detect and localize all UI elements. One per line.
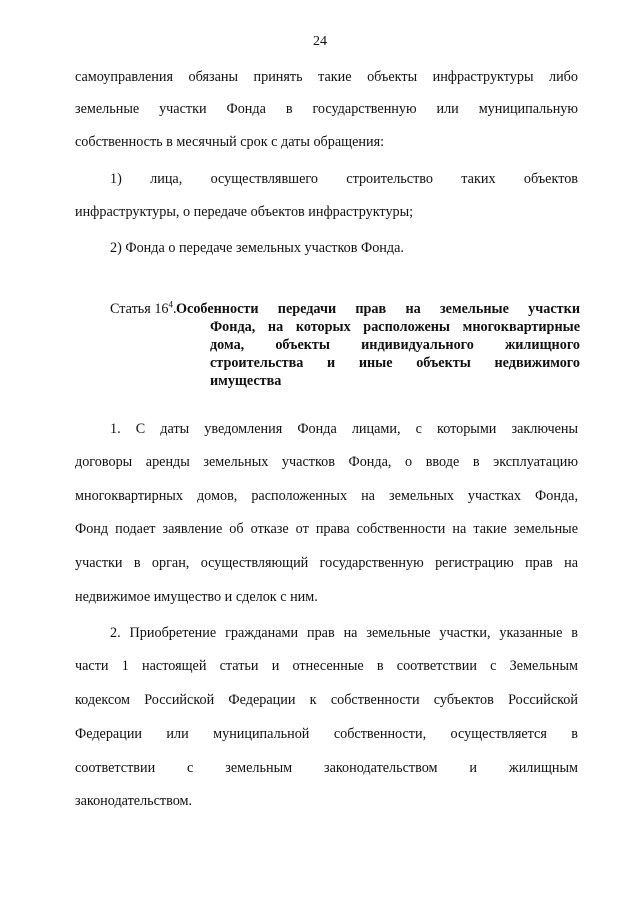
paragraph-line: самоуправления обязаны принять такие объекты инфраструктуры либо [75,69,578,85]
paragraph-line: собственность в месячный срок с даты обращения: [75,134,385,150]
clause-line: кодексом Российской Федерации к собственности субъектов Российской [75,692,578,708]
page-number: 24 [313,34,327,49]
article-title-line: строительства и иные объекты недвижимого [210,355,580,371]
clause-line: Федерации или муниципальной собственности, осуществляется в [75,726,578,742]
clause-line: 2. Приобретение гражданами прав на земельные участки, указанные в [110,625,578,641]
article-title-line: имущества [210,373,282,389]
list-item-line: 1) лица, осуществлявшего строительство таких объектов [110,171,578,187]
article-label-text: Статья 16 [110,301,169,317]
clause-line: соответствии с земельным законодательством и жилищным [75,760,578,776]
clause-line: договоры аренды земельных участков Фонда, о вводе в эксплуатацию [75,454,578,470]
clause-line: недвижимое имущество и сделок с ним. [75,589,318,605]
paragraph-line: земельные участки Фонда в государственную или муниципальную [75,101,578,117]
list-item-line: инфраструктуры, о передаче объектов инфраструктуры; [75,204,414,220]
clause-line: части 1 настоящей статьи и отнесенные в соответствии с Земельным [75,658,578,674]
clause-line: законодательством. [75,793,193,809]
clause-line: Фонд подает заявление об отказе от права собственности на такие земельные [75,521,578,537]
article-title-line: Фонда, на которых расположены многоквартирные [210,319,580,335]
article-label-superscript: 4 [168,299,174,310]
clause-line: участки в орган, осуществляющий государственную регистрацию прав на [75,555,578,571]
article-label-suffix: . [173,301,177,317]
article-title-line: Особенности передачи прав на земельные участки [176,301,580,317]
article-title [176,300,580,390]
article-label [110,300,177,318]
clause-line: многоквартирных домов, расположенных на земельных участках Фонда, [75,488,578,504]
list-item-line: 2) Фонда о передаче земельных участков Фонда. [110,240,404,256]
article-title-line: дома, объекты индивидуального жилищного [210,337,580,353]
clause-line: 1. С даты уведомления Фонда лицами, с которыми заключены [110,421,578,437]
